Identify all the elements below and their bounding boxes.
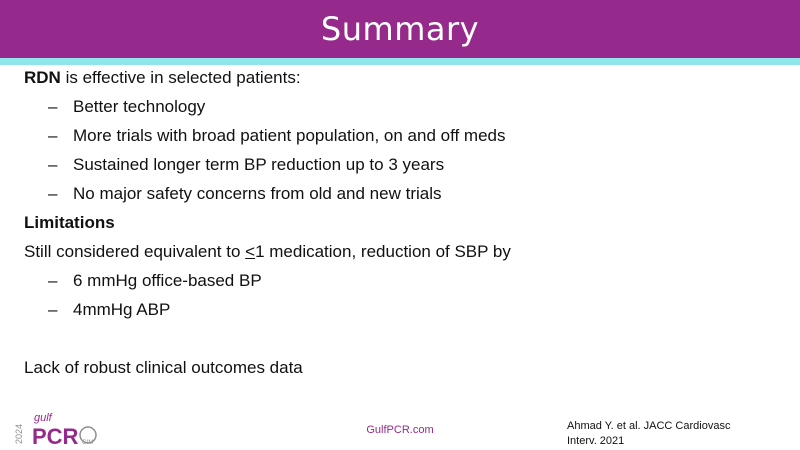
svg-text:GIM: GIM [82,440,94,446]
bullet-item: – Better technology [48,97,206,116]
bullet-item: – 4mmHg ABP [48,300,171,319]
slide-title: Summary [320,10,480,48]
bullet-text: 4mmHg ABP [73,300,171,319]
bullet-text: Better technology [73,97,206,116]
bullet-item: – Sustained longer term BP reduction up to 3 years [48,155,445,174]
svg-text:2024: 2024 [14,423,24,444]
bullet-text: 6 mmHg office-based BP [73,271,262,290]
intro-text: is effective in selected patients: [60,68,301,87]
citation: Ahmad Y. et al. JACC Cardiovasc Interv. 2021 [567,420,731,447]
bullet-item: – More trials with broad patient population, on and off meds [48,126,506,145]
limitations-heading: Limitations [24,213,115,232]
intro-line [24,63,784,92]
limitations-text: Still considered equivalent to <1 medication, reduction of SBP by [24,242,511,261]
bullet-text: No major safety concerns from old and new trials [73,184,442,203]
title-bar [0,0,800,58]
bullet-text: Sustained longer term BP reduction up to 3 years [73,155,445,174]
footer-url: GulfPCR.com [366,424,434,436]
bullet-item: – No major safety concerns from old and new trials [48,184,442,203]
less-equal-symbol: < [245,242,256,261]
svg-text:PCR: PCR [32,424,79,446]
svg-text:gulf: gulf [34,412,52,424]
bullet-text: More trials with broad patient population, on and off meds [73,126,506,145]
bullet-item: – 6 mmHg office-based BP [48,271,262,290]
intro-bold: RDN [24,68,61,87]
slide-content [24,63,784,382]
closing-line: Lack of robust clinical outcomes data [24,358,303,377]
